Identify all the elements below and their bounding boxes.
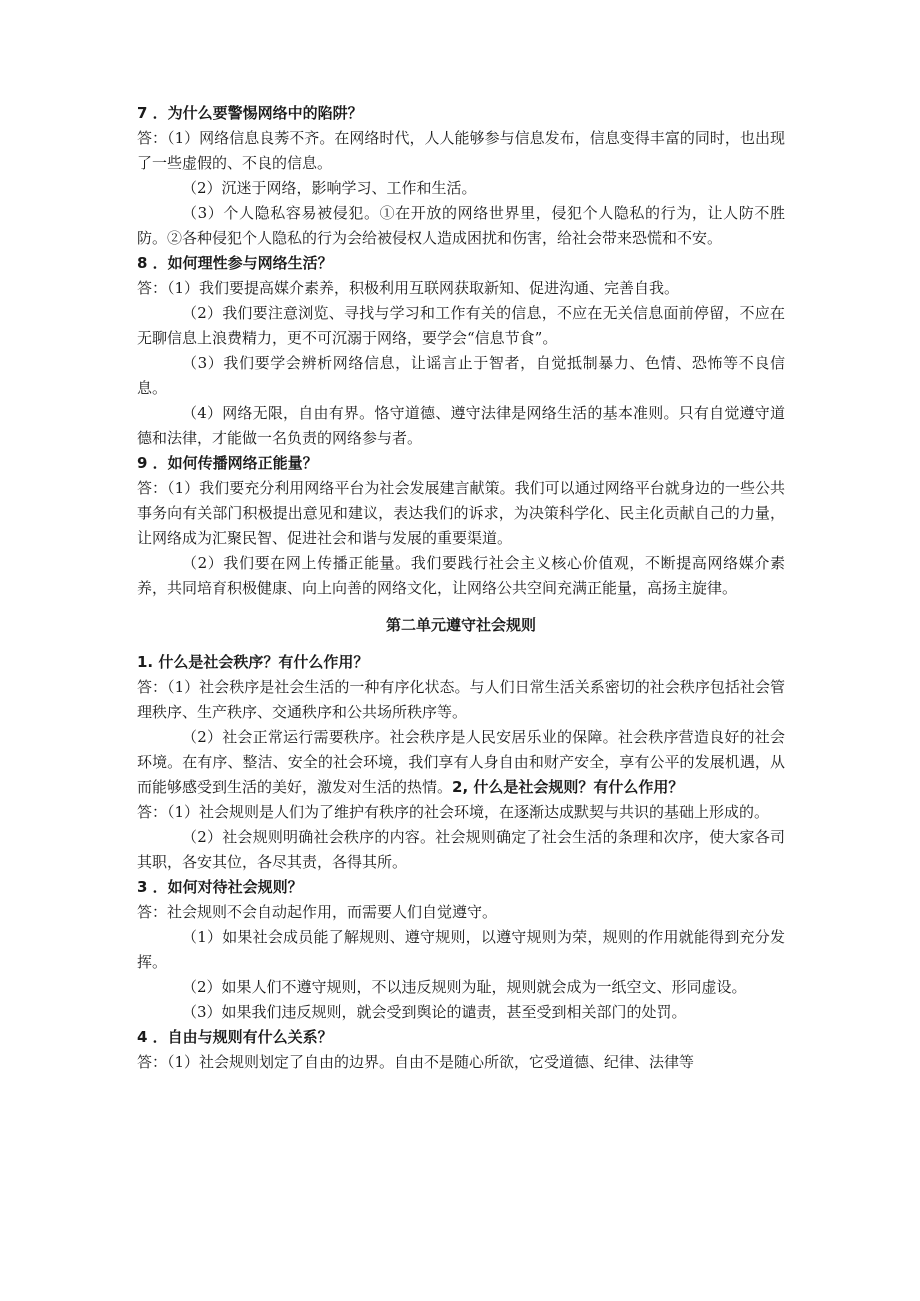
unit-question-2-answer-1: 答：（1）社会规则是人们为了维护有秩序的社会环境，在逐渐达成默契与共识的基础上形成的。 <box>137 803 770 821</box>
unit-question-1-answer-2 <box>137 725 785 800</box>
question-8-answer-4: （4）网络无限，自由有界。恪守道德、遵守法律是网络生活的基本准则。只有自觉遵守道德和法律，才能做一名负责的网络参与者。 <box>137 404 785 447</box>
unit-question-4-title: 4 ．自由与规则有什么关系？ <box>137 1028 333 1046</box>
question-9-answer-1: 答：（1）我们要充分利用网络平台为社会发展建言献策。我们可以通过网络平台就身边的一些公共事务向有关部门积极提出意见和建议，表达我们的诉求，为决策科学化、民主化贡献自己的力量，让网络成为汇聚民智、促进社会和谐与发展的重要渠道。 <box>137 479 785 547</box>
unit-question-1-answer-2-text: （2）社会正常运行需要秩序。社会秩序是人民安居乐业的保障。社会秩序营造良好的社会环境。在有序、整洁、安全的社会环境，我们享有人身自由和财产安全，享有公平的发展机遇，从而能够感受到生活的美好，激发对生活的热情。 <box>137 728 785 796</box>
question-8-title: 8 ．如何理性参与网络生活？ <box>137 254 333 272</box>
question-7-answer-1: 答：（1）网络信息良莠不齐。在网络时代，人人能够参与信息发布，信息变得丰富的同时，也出现了一些虚假的、不良的信息。 <box>137 129 785 172</box>
question-9-title: 9 ．如何传播网络正能量？ <box>137 454 318 472</box>
question-7-answer-2: （2）沉迷于网络，影响学习、工作和生活。 <box>182 179 477 197</box>
question-8-answer-3: （3）我们要学会辨析网络信息，让谣言止于智者，自觉抵制暴力、色情、恐怖等不良信息。 <box>137 354 785 397</box>
question-7-answer-3: （3）个人隐私容易被侵犯。①在开放的网络世界里，侵犯个人隐私的行为，让人防不胜防。②各种侵犯个人隐私的行为会给被侵权人造成困扰和伤害，给社会带来恐慌和不安。 <box>137 204 785 247</box>
unit-question-4-answer-1: 答：（1）社会规则划定了自由的边界。自由不是随心所欲，它受道德、纪律、法律等 <box>137 1053 695 1071</box>
unit-question-1-answer-1: 答：（1）社会秩序是社会生活的一种有序化状态。与人们日常生活关系密切的社会秩序包括社会管理秩序、生产秩序、交通秩序和公共场所秩序等。 <box>137 678 785 721</box>
unit-question-2-title: 2, 什么是社会规则？有什么作用？ <box>452 778 684 796</box>
unit-question-3-answer-0: 答：社会规则不会自动起作用，而需要人们自觉遵守。 <box>137 903 498 921</box>
question-9-answer-2: （2）我们要在网上传播正能量。我们要践行社会主义核心价值观，不断提高网络媒介素养，共同培育积极健康、向上向善的网络文化，让网络公共空间充满正能量，高扬主旋律。 <box>137 554 785 597</box>
question-7-title: 7 ．为什么要警惕网络中的陷阱？ <box>137 104 363 122</box>
unit-question-3-answer-3: （3）如果我们违反规则，就会受到舆论的谴责，甚至受到相关部门的处罚。 <box>182 1003 687 1021</box>
unit-question-3-answer-1: （1）如果社会成员能了解规则、遵守规则，以遵守规则为荣，规则的作用就能得到充分发挥。 <box>137 928 785 971</box>
unit-question-2-answer-2: （2）社会规则明确社会秩序的内容。社会规则确定了社会生活的条理和次序，使大家各司其职，各安其位，各尽其责，各得其所。 <box>137 828 785 871</box>
document-body <box>137 101 785 1075</box>
unit-title: 第二单元遵守社会规则 <box>385 616 536 634</box>
unit-question-3-answer-2: （2）如果人们不遵守规则，不以违反规则为耻，规则就会成为一纸空文、形同虚设。 <box>182 978 747 996</box>
question-8-answer-2: （2）我们要注意浏览、寻找与学习和工作有关的信息，不应在无关信息面前停留，不应在无聊信息上浪费精力，更不可沉溺于网络，要学会“信息节食”。 <box>137 304 785 347</box>
unit-question-3-title: 3 ．如何对待社会规则？ <box>137 878 303 896</box>
question-8-answer-1: 答：（1）我们要提高媒介素养，积极利用互联网获取新知、促进沟通、完善自我。 <box>137 279 680 297</box>
unit-question-1-title: 1. 什么是社会秩序？有什么作用？ <box>137 653 369 671</box>
